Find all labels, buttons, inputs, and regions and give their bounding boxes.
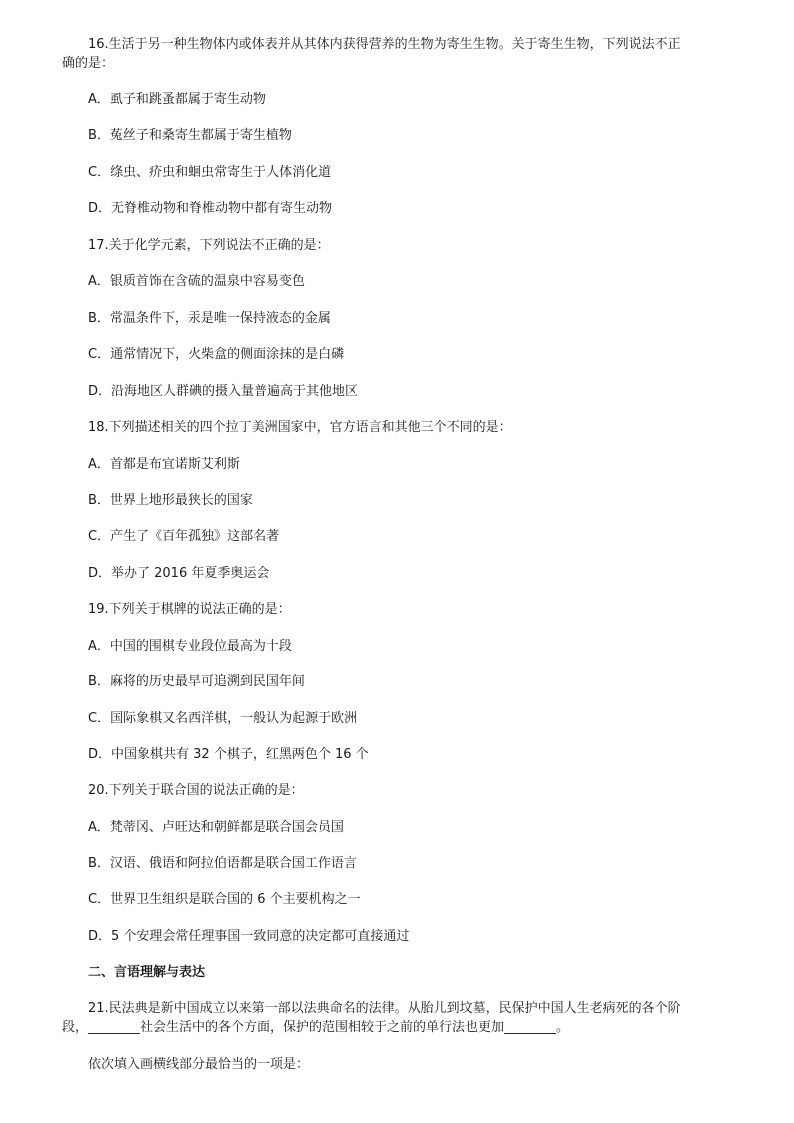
q18-option-d: D．举办了 2016 年夏季奥运会: [88, 566, 270, 581]
q18-option-a: A．首都是布宜诺斯艾利斯: [88, 457, 240, 472]
q18-option-b: B．世界上地形最狭长的国家: [88, 493, 253, 508]
q21-stem-line2: 段，________社会生活中的各个方面，保护的范围相较于之前的单行法也更加________。: [62, 1020, 570, 1035]
q16-stem-line2: 确的是：: [62, 56, 115, 71]
q20-option-a: A．梵蒂冈、卢旺达和朝鲜都是联合国会员国: [88, 820, 344, 835]
q17-option-c: C．通常情况下，火柴盒的侧面涂抹的是白磷: [88, 347, 345, 362]
q18-stem: 18.下列描述相关的四个拉丁美洲国家中，官方语言和其他三个不同的是：: [88, 420, 512, 435]
q16-stem-line1: 16.生活于另一种生物体内或体表并从其体内获得营养的生物为寄生生物。关于寄生生物，下列说法不正: [88, 37, 681, 52]
section-title: 二、言语理解与表达: [88, 965, 206, 980]
q16-option-b: B．菟丝子和桑寄生都属于寄生植物: [88, 128, 292, 143]
q21-stem-line1: 21.民法典是新中国成立以来第一部以法典命名的法律。从胎儿到坟墓，民保护中国人生老病死的各个阶: [88, 1001, 681, 1016]
q19-option-b: B．麻将的历史最早可追溯到民国年间: [88, 674, 305, 689]
q21-prompt: 依次填入画横线部分最恰当的一项是：: [88, 1057, 310, 1072]
q16-option-c: C．绦虫、疥虫和蛔虫常寄生于人体消化道: [88, 165, 332, 180]
q17-option-b: B．常温条件下，汞是唯一保持液态的金属: [88, 311, 331, 326]
q17-stem: 17.关于化学元素，下列说法不正确的是：: [88, 238, 330, 253]
q19-option-c: C．国际象棋又名西洋棋，一般认为起源于欧洲: [88, 711, 358, 726]
q17-option-a: A．银质首饰在含硫的温泉中容易变色: [88, 274, 305, 289]
q16-option-a: A．虱子和跳蚤都属于寄生动物: [88, 92, 266, 107]
q19-stem: 19.下列关于棋牌的说法正确的是：: [88, 602, 291, 617]
q17-option-d: D．沿海地区人群碘的摄入量普遍高于其他地区: [88, 384, 359, 399]
q19-option-a: A．中国的围棋专业段位最高为十段: [88, 639, 292, 654]
q18-option-c: C．产生了《百年孤独》这部名著: [88, 529, 280, 544]
q20-option-d: D．5 个安理会常任理事国一致同意的决定都可直接通过: [88, 929, 410, 944]
q20-option-b: B．汉语、俄语和阿拉伯语都是联合国工作语言: [88, 856, 357, 871]
q19-option-d: D．中国象棋共有 32 个棋子，红黑两色个 16 个: [88, 747, 369, 762]
q16-option-d: D．无脊椎动物和脊椎动物中都有寄生动物: [88, 201, 333, 216]
q20-option-c: C．世界卫生组织是联合国的 6 个主要机构之一: [88, 892, 361, 907]
q20-stem: 20.下列关于联合国的说法正确的是：: [88, 783, 304, 798]
